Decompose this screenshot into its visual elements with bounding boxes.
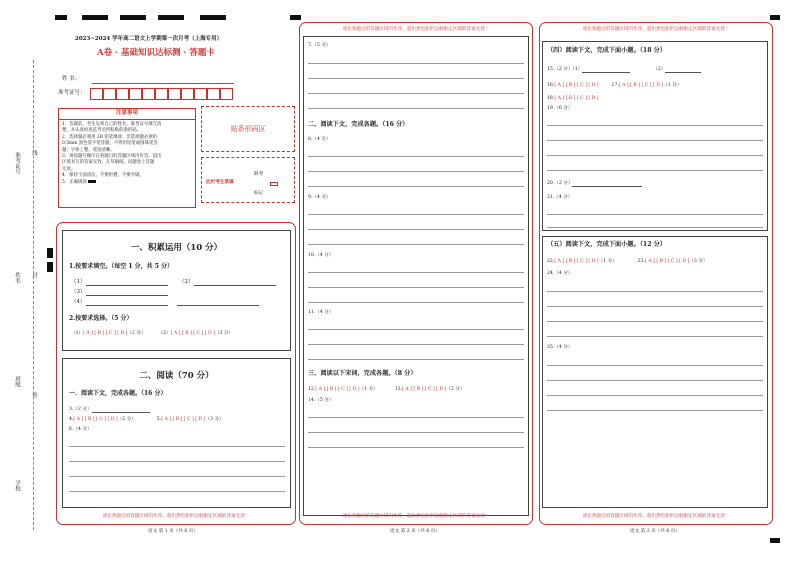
- timing-mark: [200, 15, 226, 20]
- answer-line[interactable]: [547, 170, 763, 171]
- answer-line[interactable]: [547, 306, 763, 307]
- section-1-box: [62, 230, 291, 351]
- warning-text: 请在各题目的答题区域内作答，超出黑色矩形边框限定区域的答案无效！: [342, 514, 490, 519]
- q4-score: （2 分）: [117, 417, 136, 422]
- q25-label: 25.（4 分）: [547, 345, 573, 350]
- warning-text: 请在各题目的答题区域内作答，超出黑色矩形边框限定区域的答案无效！: [102, 514, 250, 519]
- q24-label: 24.（4 分）: [547, 271, 573, 276]
- notice-line: 3．请按题号顺序在各题目的答题区域内作答，超出: [62, 154, 162, 160]
- reading-1-title: 一．阅读下文，完成各题。（16 分）: [69, 390, 167, 397]
- answer-line[interactable]: [308, 417, 524, 418]
- timing-mark: [47, 262, 53, 272]
- margin-label-school: 学校: [14, 480, 20, 491]
- answer-line[interactable]: [69, 446, 285, 447]
- page-footer: 语文 第 3 页（共 6 页）: [630, 529, 680, 534]
- q10-label: 10.（4 分）: [308, 253, 334, 258]
- q15-answer-line[interactable]: [665, 72, 701, 73]
- q5-number: 5.: [156, 417, 162, 422]
- answer-line[interactable]: [308, 244, 524, 245]
- section-2-title: 二、阅读（70 分）: [139, 371, 214, 381]
- answer-line[interactable]: [547, 227, 763, 228]
- reading-3-title: 三、阅读以下宋词，完成各题。（8 分）: [308, 370, 417, 377]
- warning-text: 请在各题目的答题区域内作答，超出黑色矩形边框限定区域的答案无效！: [582, 27, 730, 32]
- section-2-box: [62, 358, 291, 508]
- answer-line[interactable]: [308, 156, 524, 157]
- q7-label: 7.（5 分）: [308, 43, 331, 48]
- notice-line: 0.5mm 黑色签字笔答题，不得用铅笔或圆珠笔答: [62, 141, 158, 147]
- notice-line: 1．答题前，考生先将自己的姓名、准考证号填写清: [62, 122, 162, 127]
- q18-options[interactable]: [ A ] [ B ] [ C ] [ D ]: [554, 96, 599, 101]
- timing-mark: [82, 15, 108, 20]
- answer-line[interactable]: [308, 186, 524, 187]
- q23-options[interactable]: [ A ] [ B ] [ C ] [ D ]: [645, 259, 690, 264]
- answer-line[interactable]: [547, 380, 763, 381]
- q20-label: 20.（2 分）: [547, 181, 573, 186]
- warning-text: 请在各题目的答题区域内作答，超出黑色矩形边框限定区域的答案无效！: [342, 27, 490, 32]
- timing-mark: [290, 15, 301, 20]
- answer-line[interactable]: [308, 272, 524, 273]
- notice-line: 楚，并认真检查监考员所粘贴的条形码。: [62, 128, 142, 134]
- answer-line[interactable]: [308, 329, 524, 330]
- margin-label-id: 准考证号: [14, 152, 20, 174]
- notice-line: 4．保持卡面清洁，不要折叠、不要弄破。: [62, 173, 144, 179]
- q17-score: （1 分）: [663, 83, 682, 88]
- card-title: A卷 · 基础知识达标测 · 答题卡: [97, 48, 215, 58]
- reading-4-title: （四）阅读下文，完成下面小题。（18 分）: [547, 47, 667, 54]
- timing-mark: [55, 15, 67, 20]
- answer-line[interactable]: [547, 321, 763, 322]
- notice-line: 无效。: [62, 166, 76, 172]
- q3-label: 3.（2 分）: [69, 407, 92, 412]
- q13-options[interactable]: [ A ] [ B ] [ C ] [ D ]: [402, 387, 447, 392]
- margin-label-class: 班级: [14, 376, 20, 387]
- q4-options[interactable]: [ A ] [ B ] [ C ] [ D ]: [73, 417, 118, 422]
- q4-number: 4.: [69, 417, 74, 422]
- timing-mark: [47, 248, 53, 258]
- absent-box: [201, 157, 295, 203]
- answer-line[interactable]: [308, 63, 524, 64]
- answer-line[interactable]: [547, 395, 763, 396]
- answer-line[interactable]: [547, 140, 763, 141]
- name-label: 姓 名：: [62, 76, 81, 82]
- answer-line[interactable]: [308, 287, 524, 288]
- answer-line[interactable]: [69, 491, 285, 492]
- q16-number: 16.: [547, 83, 555, 88]
- filled-sample-icon: [88, 180, 96, 183]
- q16-options[interactable]: [ A ] [ B ] [ C ] [ D ]: [554, 83, 599, 88]
- warning-text: 请在各题目的答题区域内作答，超出黑色矩形边框限定区域的答案无效！: [582, 514, 730, 519]
- q9-label: 9.（4 分）: [308, 195, 331, 200]
- q1-title: 1.按要求填空。（每空 1 分，共 5 分）: [69, 263, 173, 270]
- q2-a-score: （2 分）: [127, 331, 146, 336]
- q12-options[interactable]: [ A ] [ B ] [ C ] [ D ]: [315, 387, 360, 392]
- answer-line[interactable]: [308, 302, 524, 303]
- barcode-area: [201, 106, 295, 152]
- margin-label-name: 姓名: [14, 272, 20, 283]
- answer-line[interactable]: [308, 432, 524, 433]
- notice-line: 2．选择题必须用 2B 铅笔填涂；非选择题必须用: [62, 134, 158, 140]
- answer-line[interactable]: [308, 229, 524, 230]
- id-label: 准考证号：: [58, 90, 86, 96]
- absent-mark-label-2: 标记: [254, 191, 264, 196]
- answer-line[interactable]: [547, 214, 763, 215]
- q1-item-label: （3）: [71, 289, 86, 295]
- q1-item-label: （4）: [71, 299, 86, 305]
- q2-a-options[interactable]: [ A ] [ B ] [ C ] [ D ]: [83, 331, 128, 336]
- q20-answer-line[interactable]: [572, 186, 642, 187]
- answer-line[interactable]: [547, 365, 763, 366]
- timing-mark: [158, 15, 184, 20]
- q15-sub-label: （2）: [653, 67, 666, 72]
- answer-line[interactable]: [308, 214, 524, 215]
- q23-score: （3 分）: [689, 259, 708, 264]
- absent-mark-label: 缺考: [254, 172, 264, 177]
- notice-box: [58, 108, 196, 208]
- q1-item-label: （1）: [71, 279, 86, 285]
- column-3-inner-a: [542, 41, 768, 231]
- absent-checkbox[interactable]: [270, 182, 278, 186]
- q18-number: 18.: [547, 96, 555, 101]
- answer-line[interactable]: [547, 125, 763, 126]
- q8-label: 8.（4 分）: [308, 137, 331, 142]
- notice-title: 注意事项: [59, 110, 195, 120]
- exam-title: 2023~2024 学年高二语文上学期第一次月考（上海专用）: [75, 36, 223, 42]
- q1-answer-line[interactable]: [86, 285, 168, 286]
- answer-line[interactable]: [69, 476, 285, 477]
- q1-item-label: （2）: [179, 279, 194, 285]
- q1-answer-line[interactable]: [177, 305, 259, 306]
- answer-line[interactable]: [547, 410, 763, 411]
- binding-line: [33, 60, 34, 530]
- notice-line: 区域书写的答案无效；在草稿纸、试题卷上答题: [62, 160, 155, 166]
- q5-score: （3 分）: [205, 417, 224, 422]
- answer-line[interactable]: [308, 344, 524, 345]
- reading-5-title: （五）阅读下文，完成下面小题。（12 分）: [547, 241, 667, 248]
- barcode-label: 贴条形码区: [230, 125, 266, 133]
- q5-options[interactable]: [ A ] [ B ] [ C ] [ D ]: [161, 417, 206, 422]
- q1-answer-line[interactable]: [86, 295, 168, 296]
- section-1-title: 一、积累运用（10 分）: [130, 243, 223, 253]
- q22-options[interactable]: [ A ] [ B ] [ C ] [ D ]: [554, 259, 599, 264]
- q1-answer-line[interactable]: [194, 285, 276, 286]
- q2-b-label: （2）: [158, 331, 171, 336]
- answer-line[interactable]: [69, 461, 285, 462]
- answer-line[interactable]: [308, 78, 524, 79]
- answer-line[interactable]: [308, 93, 524, 94]
- name-field[interactable]: [92, 83, 234, 84]
- margin-seal-mark: 封: [31, 272, 37, 278]
- timing-mark: [120, 15, 146, 20]
- column-3-inner-b: [542, 236, 768, 508]
- column-2-inner: [303, 36, 529, 516]
- q2-b-score: （3 分）: [214, 331, 234, 336]
- q19-label: 19.（6 分）: [547, 106, 573, 111]
- q2-title: 2.按要求选择。（5 分）: [69, 315, 133, 322]
- answer-line[interactable]: [547, 291, 763, 292]
- timing-mark: [770, 15, 780, 20]
- absent-label: 此栏考生禁填: [206, 180, 234, 185]
- q11-label: 11.（4 分）: [308, 310, 334, 315]
- answer-line[interactable]: [308, 359, 524, 360]
- q14-label: 14.（5 分）: [308, 398, 334, 403]
- answer-line[interactable]: [547, 155, 763, 156]
- id-field[interactable]: [90, 88, 238, 100]
- q12-number: 12.: [308, 387, 316, 392]
- answer-line[interactable]: [308, 171, 524, 172]
- q15-label: 15.（2 分）（1）: [547, 67, 583, 72]
- timing-mark: [770, 538, 780, 543]
- margin-line-mark: 线: [31, 150, 37, 156]
- answer-line[interactable]: [308, 108, 524, 109]
- q21-label: 21.（4 分）: [547, 195, 573, 200]
- q6-label: 6.（4 分）: [69, 427, 92, 432]
- reading-2-title: 二、阅读下文，完成各题。（16 分）: [308, 121, 409, 128]
- margin-dense-mark: 密: [31, 392, 37, 398]
- q13-number: 13.: [394, 387, 403, 392]
- q15-answer-line[interactable]: [582, 72, 630, 73]
- q17-number: 17.: [611, 83, 619, 88]
- q22-number: 22.: [547, 259, 555, 264]
- q22-score: （1 分）: [598, 259, 617, 264]
- page-footer: 语文 第 2 页（共 6 页）: [390, 529, 440, 534]
- page-footer: 语文 第 1 页（共 6 页）: [148, 529, 198, 534]
- q17-options[interactable]: [ A ] [ B ] [ C ] [ D ]: [618, 83, 664, 88]
- q1-answer-line[interactable]: [86, 305, 168, 306]
- answer-line[interactable]: [547, 336, 763, 337]
- q13-score: （2 分）: [446, 387, 465, 392]
- q2-b-options[interactable]: [ A ] [ B ] [ C ] [ D ]: [170, 331, 215, 336]
- q12-score: （1 分）: [359, 387, 378, 392]
- answer-line[interactable]: [308, 447, 524, 448]
- q3-answer-line[interactable]: [92, 412, 150, 413]
- notice-line: 题；字体工整、笔迹清晰。: [62, 147, 115, 153]
- q23-number: 23.: [637, 259, 646, 264]
- notice-line: 5．正确填涂: [62, 179, 87, 185]
- q2-a-label: （1）: [71, 331, 84, 336]
